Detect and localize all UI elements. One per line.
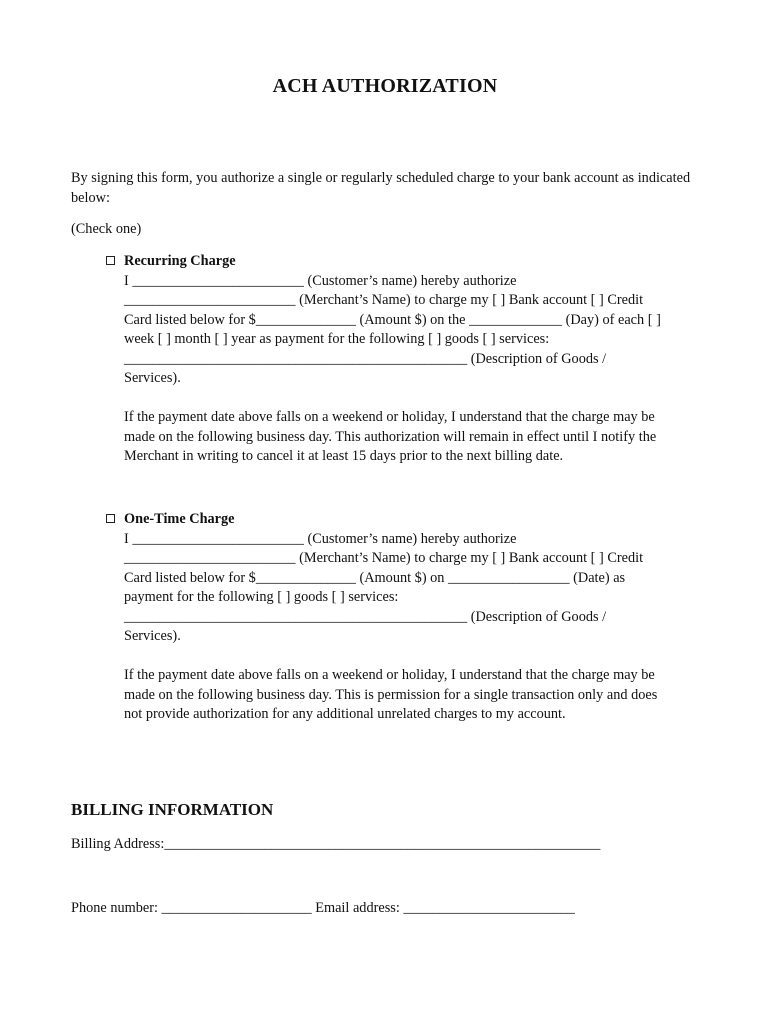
recurring-notice-line: Merchant in writing to cancel it at least 15 days prior to the next billing date. <box>124 448 564 464</box>
one-time-line: I ________________________ (Customer’s name) hereby authorize <box>124 530 517 547</box>
one-time-charge-text <box>124 510 709 725</box>
recurring-line: I ________________________ (Customer’s name) hereby authorize <box>124 272 517 289</box>
paragraph-spacer <box>124 647 709 667</box>
page-title: ACH AUTHORIZATION <box>272 75 498 97</box>
recurring-line: Card listed below for $______________ (Amount $) on the _____________ (Day) of each [ ] <box>124 311 661 328</box>
recurring-charge-checkbox[interactable] <box>106 256 115 265</box>
recurring-notice-line: made on the following business day. This authorization will remain in effect until I notify the <box>124 428 657 445</box>
paragraph-spacer <box>124 389 709 409</box>
recurring-charge-text <box>124 252 709 467</box>
one-time-line: payment for the following [ ] goods [ ] services: <box>124 589 399 605</box>
recurring-line: Services). <box>124 370 181 386</box>
intro-paragraph: By signing this form, you authorize a single or regularly scheduled charge to your bank account as indicated below: <box>71 170 691 206</box>
recurring-line: ________________________ (Merchant’s Name) to charge my [ ] Bank account [ ] Credit <box>124 292 644 308</box>
one-time-line: Card listed below for $______________ (Amount $) on _________________ (Date) as <box>124 569 626 586</box>
recurring-notice-line: If the payment date above falls on a weekend or holiday, I understand that the charge may be <box>124 409 655 425</box>
recurring-charge-heading: Recurring Charge <box>124 253 236 269</box>
one-time-notice-line: not provide authorization for any additional unrelated charges to my account. <box>124 706 566 722</box>
check-one-instruction: (Check one) <box>71 221 142 237</box>
billing-information-heading: BILLING INFORMATION <box>71 800 274 819</box>
one-time-line: Services). <box>124 628 181 644</box>
one-time-notice-line: If the payment date above falls on a weekend or holiday, I understand that the charge may be <box>124 667 655 683</box>
phone-email-fields[interactable]: Phone number: _____________________ Email address: ________________________ <box>71 900 575 916</box>
recurring-line: ________________________________________________ (Description of Goods / <box>124 350 607 367</box>
one-time-charge-heading: One-Time Charge <box>124 511 235 527</box>
one-time-notice-line: made on the following business day. This is permission for a single transaction only and does <box>124 686 658 703</box>
billing-address-field[interactable]: Billing Address:_____________________________________________________________ <box>71 836 601 852</box>
one-time-line: ________________________ (Merchant’s Name) to charge my [ ] Bank account [ ] Credit <box>124 550 644 566</box>
recurring-line: week [ ] month [ ] year as payment for the following [ ] goods [ ] services: <box>124 331 550 347</box>
one-time-line: ________________________________________________ (Description of Goods / <box>124 608 607 625</box>
one-time-charge-checkbox[interactable] <box>106 514 115 523</box>
